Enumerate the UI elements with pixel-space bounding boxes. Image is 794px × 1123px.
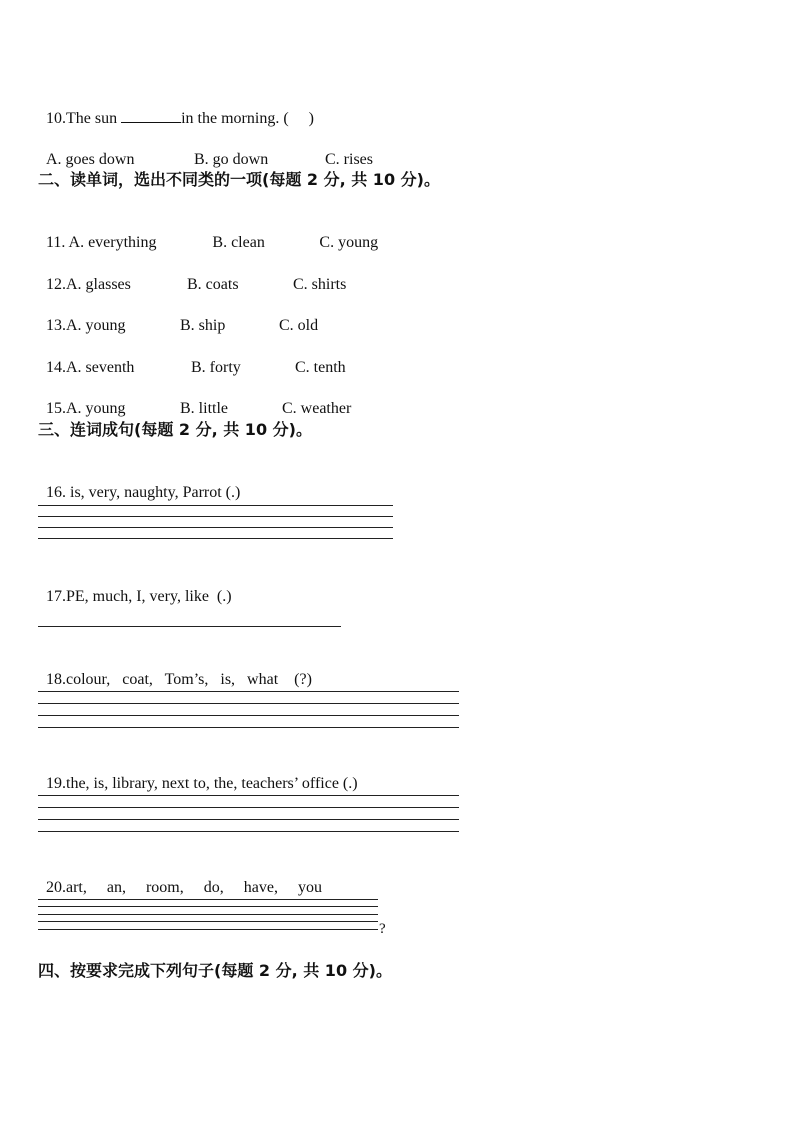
question-number: 15. [46, 400, 66, 417]
option-c[interactable]: C. weather [282, 400, 352, 417]
answer-line[interactable] [38, 505, 393, 506]
answer-line[interactable] [38, 807, 459, 808]
word-list: colour, coat, Tom’s, is, what (?) [66, 671, 312, 688]
answer-line[interactable] [38, 626, 341, 627]
option-c[interactable]: C. shirts [293, 276, 347, 293]
question-19 [38, 754, 358, 794]
answer-line[interactable] [38, 899, 378, 900]
section-2-title: 二、读单词，选出不同类的一项(每题 2 分, 共 10 分)。 [38, 170, 440, 189]
option-a[interactable]: A. glasses [66, 276, 131, 293]
option-a[interactable]: A. young [66, 400, 126, 417]
answer-line[interactable] [38, 906, 378, 907]
answer-line[interactable] [38, 921, 378, 922]
question-number: 16 [46, 484, 62, 501]
question-number: 12. [46, 276, 66, 293]
question-16 [38, 463, 240, 503]
section-4-title: 四、按要求完成下列句子(每题 2 分, 共 10 分)。 [38, 961, 392, 980]
answer-line[interactable] [38, 516, 393, 517]
word-list: PE, much, I, very, like (.) [66, 588, 232, 605]
question-10 [38, 88, 314, 129]
option-b[interactable]: B. ship [180, 317, 226, 334]
question-number: 20. [46, 879, 66, 896]
option-b[interactable]: B. forty [191, 359, 241, 376]
answer-blank[interactable] [121, 108, 181, 123]
question-17 [38, 567, 232, 607]
question-18 [38, 650, 312, 690]
option-b[interactable]: B. little [180, 400, 228, 417]
word-list: the, is, library, next to, the, teachers’ office (.) [66, 775, 358, 792]
word-list: art, an, room, do, have, you [66, 879, 322, 896]
question-mark: ? [379, 921, 386, 937]
question-10-options [38, 130, 373, 170]
question-number: 17. [46, 588, 66, 605]
answer-line[interactable] [38, 715, 459, 716]
answer-line[interactable] [38, 914, 378, 915]
question-number: 11 [46, 234, 62, 251]
answer-line[interactable] [38, 795, 459, 796]
question-number: 13. [46, 317, 66, 334]
question-number: 14. [46, 359, 66, 376]
answer-line[interactable] [38, 527, 393, 528]
question-14 [38, 338, 346, 378]
question-15 [38, 379, 351, 419]
option-c[interactable]: C. tenth [295, 359, 346, 376]
answer-line[interactable] [38, 929, 378, 930]
answer-line[interactable] [38, 538, 393, 539]
option-b[interactable]: B. coats [187, 276, 239, 293]
option-a[interactable]: . A. everything [61, 234, 157, 251]
question-number: 19. [46, 775, 66, 792]
option-a[interactable]: A. seventh [66, 359, 135, 376]
question-number: 10. [46, 110, 66, 127]
question-11 [38, 213, 378, 253]
answer-line[interactable] [38, 727, 459, 728]
question-12 [38, 255, 346, 295]
section-3-title: 三、连词成句(每题 2 分, 共 10 分)。 [38, 420, 312, 439]
answer-line[interactable] [38, 703, 459, 704]
option-a[interactable]: A. goes down [46, 151, 135, 168]
option-b[interactable]: B. clean [212, 234, 265, 251]
answer-line[interactable] [38, 831, 459, 832]
question-13 [38, 296, 318, 336]
option-c[interactable]: C. rises [325, 151, 373, 168]
question-text-after: in the morning. ( ) [181, 110, 314, 127]
option-c[interactable]: C. young [319, 234, 379, 251]
question-number: 18. [46, 671, 66, 688]
question-20 [38, 858, 322, 898]
option-a[interactable]: A. young [66, 317, 126, 334]
question-text-before: The sun [66, 110, 122, 127]
answer-line[interactable] [38, 819, 459, 820]
option-b[interactable]: B. go down [194, 151, 269, 168]
answer-line[interactable] [38, 691, 459, 692]
word-list: . is, very, naughty, Parrot (.) [62, 484, 241, 501]
option-c[interactable]: C. old [279, 317, 319, 334]
